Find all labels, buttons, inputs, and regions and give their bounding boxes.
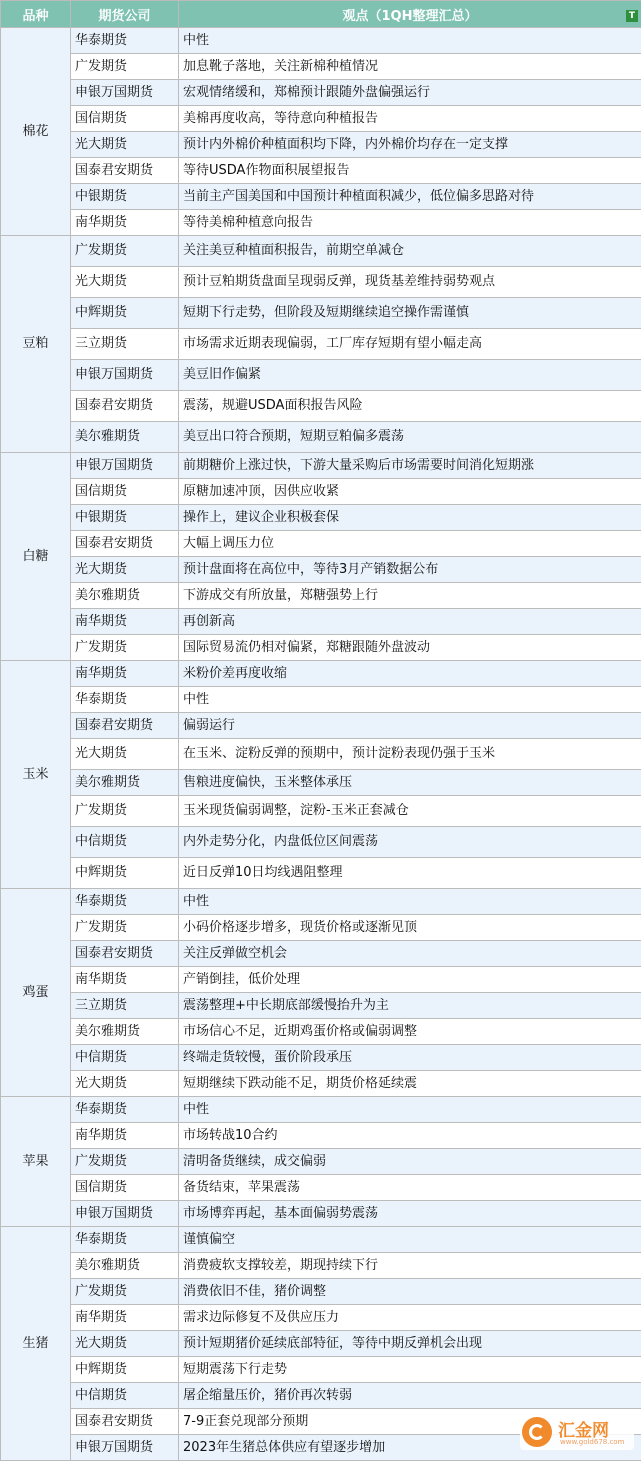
- company-cell: 美尔雅期货: [71, 583, 179, 609]
- variety-cell: 豆粕: [1, 236, 71, 453]
- company-cell: 光大期货: [71, 132, 179, 158]
- company-cell: 申银万国期货: [71, 360, 179, 391]
- view-cell: 屠企缩量压价，猪价再次转弱: [179, 1383, 641, 1409]
- table-row: [1, 941, 641, 967]
- view-cell: 美豆旧作偏紧: [179, 360, 641, 391]
- watermark-text: 汇金网: [558, 1421, 609, 1441]
- table-row: [1, 557, 641, 583]
- company-cell: 申银万国期货: [71, 1435, 179, 1461]
- view-cell: 在玉米、淀粉反弹的预期中，预计淀粉表现仍强于玉米: [179, 739, 641, 770]
- view-cell: 加息靴子落地，关注新棉种植情况: [179, 54, 641, 80]
- company-cell: 光大期货: [71, 557, 179, 583]
- table-row: [1, 827, 641, 858]
- company-cell: 美尔雅期货: [71, 770, 179, 796]
- table-row: [1, 158, 641, 184]
- company-cell: 广发期货: [71, 915, 179, 941]
- company-cell: 华泰期货: [71, 687, 179, 713]
- company-cell: 中信期货: [71, 827, 179, 858]
- table-row: [1, 1175, 641, 1201]
- view-cell: 消费依旧不佳，猪价调整: [179, 1279, 641, 1305]
- view-cell: 市场博弈再起，基本面偏弱势震荡: [179, 1201, 641, 1227]
- company-cell: 国泰君安期货: [71, 531, 179, 557]
- company-cell: 中辉期货: [71, 1357, 179, 1383]
- company-cell: 南华期货: [71, 609, 179, 635]
- company-cell: 南华期货: [71, 210, 179, 236]
- table-row: [1, 391, 641, 422]
- company-cell: 国信期货: [71, 1175, 179, 1201]
- table-row: [1, 889, 641, 915]
- view-cell: 震荡整理+中长期底部缓慢抬升为主: [179, 993, 641, 1019]
- header-company: 期货公司: [71, 1, 179, 28]
- table-row: [1, 1383, 641, 1409]
- watermark: [520, 1414, 634, 1450]
- company-cell: 国信期货: [71, 106, 179, 132]
- view-cell: 震荡，规避USDA面积报告风险: [179, 391, 641, 422]
- table-row: [1, 1201, 641, 1227]
- table-row: [1, 713, 641, 739]
- company-cell: 国泰君安期货: [71, 1409, 179, 1435]
- company-cell: 光大期货: [71, 739, 179, 770]
- table-row: [1, 635, 641, 661]
- view-cell: 中性: [179, 1097, 641, 1123]
- company-cell: 国泰君安期货: [71, 713, 179, 739]
- view-cell: 7-9正套兑现部分预期: [179, 1409, 641, 1435]
- header-view: [179, 1, 641, 28]
- table-row: [1, 687, 641, 713]
- variety-cell: 棉花: [1, 28, 71, 236]
- view-cell: 需求边际修复不及供应压力: [179, 1305, 641, 1331]
- company-cell: 广发期货: [71, 54, 179, 80]
- company-cell: 南华期货: [71, 1123, 179, 1149]
- header-variety: 品种: [1, 1, 71, 28]
- table-row: [1, 184, 641, 210]
- view-cell: 短期下行走势，但阶段及短期继续追空操作需谨慎: [179, 298, 641, 329]
- table-row: [1, 80, 641, 106]
- table-row: [1, 609, 641, 635]
- company-cell: 光大期货: [71, 1071, 179, 1097]
- company-cell: 中辉期货: [71, 858, 179, 889]
- watermark-logo-icon: [522, 1417, 552, 1447]
- view-cell: 操作上，建议企业积极套保: [179, 505, 641, 531]
- variety-cell: 生猪: [1, 1227, 71, 1461]
- table-row: [1, 236, 641, 267]
- company-cell: 广发期货: [71, 796, 179, 827]
- view-cell: 中性: [179, 889, 641, 915]
- company-cell: 中银期货: [71, 505, 179, 531]
- view-cell: 国际贸易流仍相对偏紧，郑糖跟随外盘波动: [179, 635, 641, 661]
- company-cell: 国泰君安期货: [71, 941, 179, 967]
- table-row: [1, 267, 641, 298]
- view-cell: 预计短期猪价延续底部特征，等待中期反弹机会出现: [179, 1331, 641, 1357]
- company-cell: 光大期货: [71, 267, 179, 298]
- watermark-url: www.gold678.com: [560, 1438, 625, 1446]
- table-row: [1, 1357, 641, 1383]
- variety-cell: 苹果: [1, 1097, 71, 1227]
- table-row: [1, 28, 641, 54]
- view-cell: 关注美豆种植面积报告，前期空单减仓: [179, 236, 641, 267]
- view-cell: 市场需求近期表现偏弱，工厂库存短期有望小幅走高: [179, 329, 641, 360]
- company-cell: 华泰期货: [71, 1227, 179, 1253]
- variety-cell: 白糖: [1, 453, 71, 661]
- company-cell: 广发期货: [71, 236, 179, 267]
- company-cell: 国泰君安期货: [71, 158, 179, 184]
- table-row: [1, 505, 641, 531]
- view-cell: 短期震荡下行走势: [179, 1357, 641, 1383]
- company-cell: 三立期货: [71, 993, 179, 1019]
- view-cell: 关注反弹做空机会: [179, 941, 641, 967]
- view-cell: 玉米现货偏弱调整，淀粉-玉米正套减仓: [179, 796, 641, 827]
- view-cell: 等待美棉种植意向报告: [179, 210, 641, 236]
- view-cell: 清明备货继续，成交偏弱: [179, 1149, 641, 1175]
- table-row: [1, 770, 641, 796]
- company-cell: 南华期货: [71, 1305, 179, 1331]
- company-cell: 广发期货: [71, 1149, 179, 1175]
- table-row: [1, 422, 641, 453]
- table-row: [1, 1123, 641, 1149]
- table-row: [1, 796, 641, 827]
- view-cell: 米粉价差再度收缩: [179, 661, 641, 687]
- view-cell: 消费疲软支撑较差，期现持续下行: [179, 1253, 641, 1279]
- view-cell: 宏观情绪缓和，郑棉预计跟随外盘偏强运行: [179, 80, 641, 106]
- table-row: [1, 661, 641, 687]
- company-cell: 华泰期货: [71, 1097, 179, 1123]
- table-row: [1, 1071, 641, 1097]
- view-cell: 市场转战10合约: [179, 1123, 641, 1149]
- company-cell: 南华期货: [71, 967, 179, 993]
- company-cell: 申银万国期货: [71, 453, 179, 479]
- table-row: [1, 298, 641, 329]
- view-cell: 再创新高: [179, 609, 641, 635]
- table-row: [1, 1097, 641, 1123]
- view-cell: 偏弱运行: [179, 713, 641, 739]
- table-row: [1, 54, 641, 80]
- view-cell: 美豆出口符合预期，短期豆粕偏多震荡: [179, 422, 641, 453]
- company-cell: 南华期货: [71, 661, 179, 687]
- table-row: [1, 479, 641, 505]
- view-cell: 预计内外棉价种植面积均下降，内外棉价均存在一定支撑: [179, 132, 641, 158]
- view-cell: 2023年生猪总体供应有望逐步增加: [179, 1435, 641, 1461]
- company-cell: 申银万国期货: [71, 1201, 179, 1227]
- view-cell: 近日反弹10日均线遇阻整理: [179, 858, 641, 889]
- variety-cell: 鸡蛋: [1, 889, 71, 1097]
- company-cell: 广发期货: [71, 635, 179, 661]
- company-cell: 美尔雅期货: [71, 1019, 179, 1045]
- company-cell: 光大期货: [71, 1331, 179, 1357]
- filter-flag-icon[interactable]: T: [626, 10, 638, 22]
- variety-cell: 玉米: [1, 661, 71, 889]
- view-cell: 大幅上调压力位: [179, 531, 641, 557]
- table-row: [1, 1019, 641, 1045]
- table-row: [1, 360, 641, 391]
- view-cell: 售粮进度偏快，玉米整体承压: [179, 770, 641, 796]
- table-row: [1, 967, 641, 993]
- table-row: [1, 1331, 641, 1357]
- company-cell: 申银万国期货: [71, 80, 179, 106]
- view-cell: 预计豆粕期货盘面呈现弱反弹，现货基差维持弱势观点: [179, 267, 641, 298]
- company-cell: 华泰期货: [71, 28, 179, 54]
- view-cell: 小码价格逐步增多，现货价格或逐渐见顶: [179, 915, 641, 941]
- company-cell: 广发期货: [71, 1279, 179, 1305]
- table-row: [1, 453, 641, 479]
- view-cell: 等待USDA作物面积展望报告: [179, 158, 641, 184]
- view-cell: 短期继续下跌动能不足，期货价格延续震: [179, 1071, 641, 1097]
- company-cell: 中辉期货: [71, 298, 179, 329]
- table-row: [1, 210, 641, 236]
- table-row: [1, 1279, 641, 1305]
- company-cell: 三立期货: [71, 329, 179, 360]
- table-row: [1, 531, 641, 557]
- view-cell: 市场信心不足，近期鸡蛋价格或偏弱调整: [179, 1019, 641, 1045]
- table-row: [1, 583, 641, 609]
- company-cell: 美尔雅期货: [71, 422, 179, 453]
- view-cell: 原糖加速冲顶，因供应收紧: [179, 479, 641, 505]
- header-view-label: 观点（1QH整理汇总）: [342, 8, 478, 24]
- table-row: [1, 858, 641, 889]
- table-body: [1, 28, 641, 1461]
- view-cell: 中性: [179, 28, 641, 54]
- view-cell: 下游成交有所放量，郑糖强势上行: [179, 583, 641, 609]
- table-row: [1, 739, 641, 770]
- header-row: [1, 1, 641, 28]
- table-row: [1, 106, 641, 132]
- view-cell: 备货结束，苹果震荡: [179, 1175, 641, 1201]
- company-cell: 华泰期货: [71, 889, 179, 915]
- table-row: [1, 1253, 641, 1279]
- table-row: [1, 1305, 641, 1331]
- table-row: [1, 993, 641, 1019]
- table-row: [1, 1149, 641, 1175]
- table-row: [1, 329, 641, 360]
- view-cell: 前期糖价上涨过快，下游大量采购后市场需要时间消化短期涨: [179, 453, 641, 479]
- view-cell: 内外走势分化，内盘低位区间震荡: [179, 827, 641, 858]
- table-row: [1, 132, 641, 158]
- view-cell: 终端走货较慢，蛋价阶段承压: [179, 1045, 641, 1071]
- view-cell: 产销倒挂，低价处理: [179, 967, 641, 993]
- table-row: [1, 915, 641, 941]
- company-cell: 中信期货: [71, 1045, 179, 1071]
- view-cell: 预计盘面将在高位中，等待3月产销数据公布: [179, 557, 641, 583]
- view-cell: 当前主产国美国和中国预计种植面积减少，低位偏多思路对待: [179, 184, 641, 210]
- view-cell: 美棉再度收高，等待意向种植报告: [179, 106, 641, 132]
- view-cell: 中性: [179, 687, 641, 713]
- company-cell: 中信期货: [71, 1383, 179, 1409]
- table-row: [1, 1045, 641, 1071]
- company-cell: 中银期货: [71, 184, 179, 210]
- company-cell: 美尔雅期货: [71, 1253, 179, 1279]
- company-cell: 国泰君安期货: [71, 391, 179, 422]
- view-cell: 谨慎偏空: [179, 1227, 641, 1253]
- company-cell: 国信期货: [71, 479, 179, 505]
- table-row: [1, 1227, 641, 1253]
